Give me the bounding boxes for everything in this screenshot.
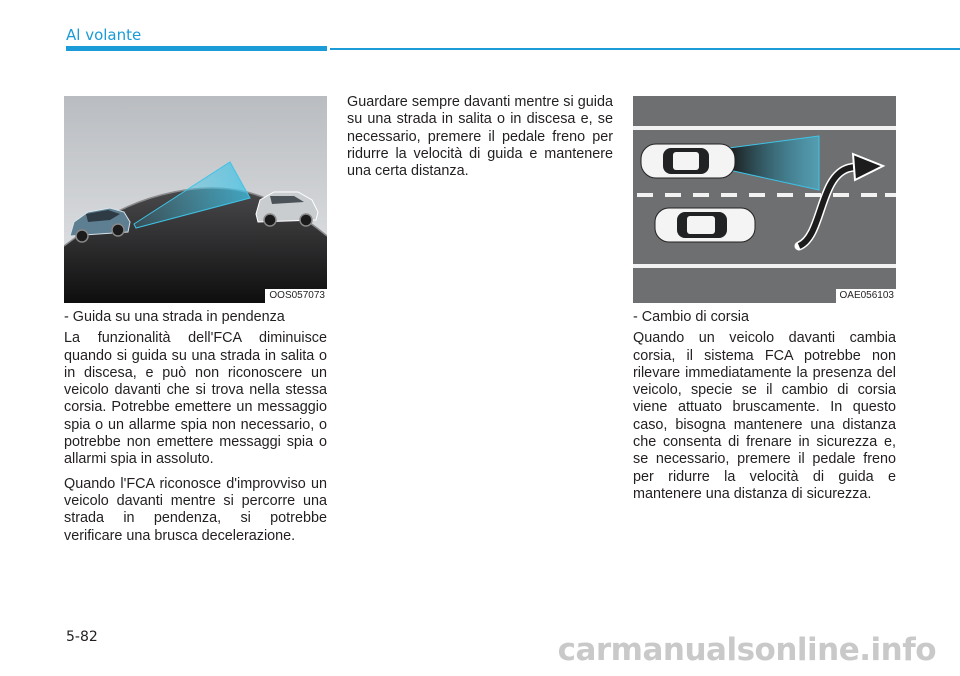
paragraph: Quando un veicolo davanti cambia corsia, il sistema FCA potrebbe non rilevare immediatamente la presenza del veicolo, specie se il cambio di corsia viene attuato bruscamente. In questo caso, bisogna mantenere una distanza che consenta di frenare in sicurezza e, se necessario, premere il pedale freno per ridurre la velocità di guida e mantenere una distanza di sicurezza. — [633, 330, 896, 502]
sensor-car — [641, 144, 735, 178]
subheading: - Guida su una strada in pendenza — [64, 309, 285, 325]
header-rule-thin — [330, 48, 960, 50]
column-middle — [347, 94, 613, 187]
section-title: Al volante — [66, 26, 142, 44]
paragraph: Guardare sempre davanti mentre si guida su una strada in salita o in discesa e, se necessario, premere il pedale freno per ridurre la velocità di guida e mantenere una certa distanza. — [347, 94, 613, 180]
subheading: - Cambio di corsia — [633, 309, 749, 325]
watermark: carmanualsonline.info — [557, 632, 936, 668]
figure-code: OOS057073 — [265, 289, 327, 303]
column-left — [64, 309, 327, 552]
column-right — [633, 309, 896, 510]
paragraph: La funzionalità dell'FCA diminuisce quando si guida su una strada in salita o in discesa, e può non riconoscere un veicolo davanti che si trova nella stessa corsia. Potrebbe emettere un messaggio spia o un allarme spia non necessario, o potrebbe non emettere messaggi spia o allarmi spia in assoluto. — [64, 330, 327, 468]
hill-illustration — [64, 96, 327, 303]
page-number: 5-82 — [66, 629, 98, 645]
paragraph: Quando l'FCA riconosce d'improvviso un veicolo davanti mentre si percorre una strada in pendenza, si potrebbe verificare una brusca decelerazione. — [64, 475, 327, 544]
lane-change-illustration — [633, 96, 896, 303]
lane-change-figure — [633, 96, 896, 303]
lead-car — [655, 208, 755, 242]
hill-figure — [64, 96, 327, 303]
header-rule-thick — [66, 46, 327, 51]
figure-code: OAE056103 — [836, 289, 897, 303]
